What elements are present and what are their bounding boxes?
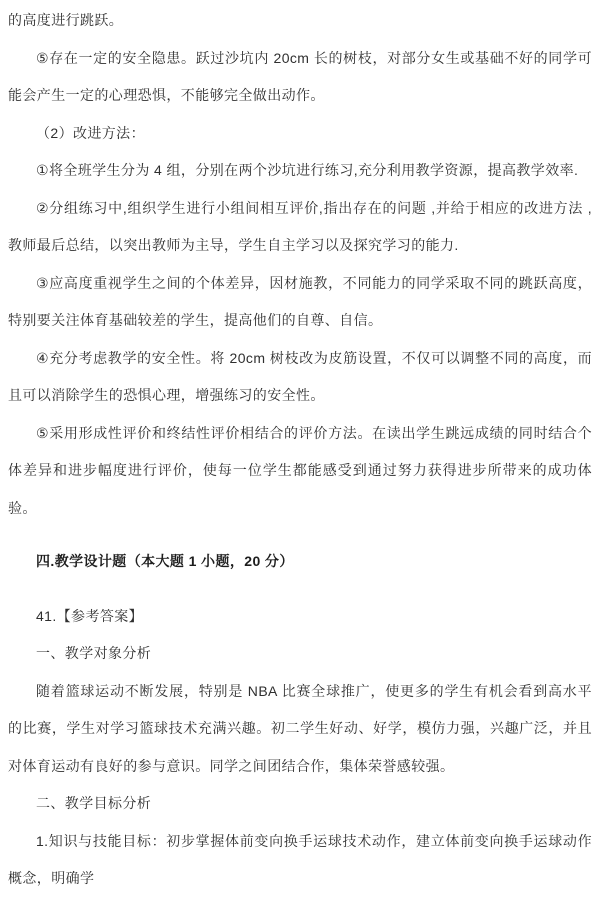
section-heading: 四.教学设计题（本大题 1 小题，20 分） bbox=[36, 553, 294, 569]
paragraph: ④充分考虑教学的安全性。将 20cm 树枝改为皮筋设置，不仅可以调整不同的高度，而且可以消除学生的恐惧心理，增强练习的安全性。 bbox=[8, 349, 592, 403]
paragraph: 41.【参考答案】 bbox=[36, 607, 144, 624]
paragraph: 1.知识与技能目标：初步掌握体前变向换手运球技术动作，建立体前变向换手运球动作概念，明确学 bbox=[8, 832, 592, 886]
document-body bbox=[8, 2, 592, 898]
paragraph: ⑤存在一定的安全隐患。跃过沙坑内 20cm 长的树枝，对部分女生或基础不好的同学可能会产生一定的心理恐惧，不能够完全做出动作。 bbox=[8, 49, 592, 103]
paragraph: 的高度进行跳跃。 bbox=[8, 12, 124, 28]
paragraph: ③应高度重视学生之间的个体差异，因材施教，不同能力的同学采取不同的跳跃高度，特别要关注体育基础较差的学生，提高他们的自尊、自信。 bbox=[8, 274, 592, 328]
paragraph: 随着篮球运动不断发展，特别是 NBA 比赛全球推广，使更多的学生有机会看到高水平的比赛，学生对学习篮球技术充满兴趣。初二学生好动、好学，模仿力强，兴趣广泛，并且对体育运动有良好的参与意识。同学之间团结合作，集体荣誉感较强。 bbox=[8, 682, 592, 774]
paragraph: 一、教学对象分析 bbox=[36, 645, 152, 661]
paragraph: ⑤采用形成性评价和终结性评价相结合的评价方法。在读出学生跳远成绩的同时结合个体差异和进步幅度进行评价，使每一位学生都能感受到通过努力获得进步所带来的成功体验。 bbox=[8, 424, 592, 516]
paragraph: （2）改进方法： bbox=[36, 124, 145, 141]
paragraph: 二、教学目标分析 bbox=[36, 795, 152, 811]
paragraph: ②分组练习中,组织学生进行小组间相互评价,指出存在的问题 ,并给于相应的改进方法 ,教师最后总结，以突出教师为主导，学生自主学习以及探究学习的能力. bbox=[8, 199, 592, 253]
paragraph: ①将全班学生分为 4 组，分别在两个沙坑进行练习,充分利用教学资源，提高教学效率. bbox=[36, 162, 579, 178]
